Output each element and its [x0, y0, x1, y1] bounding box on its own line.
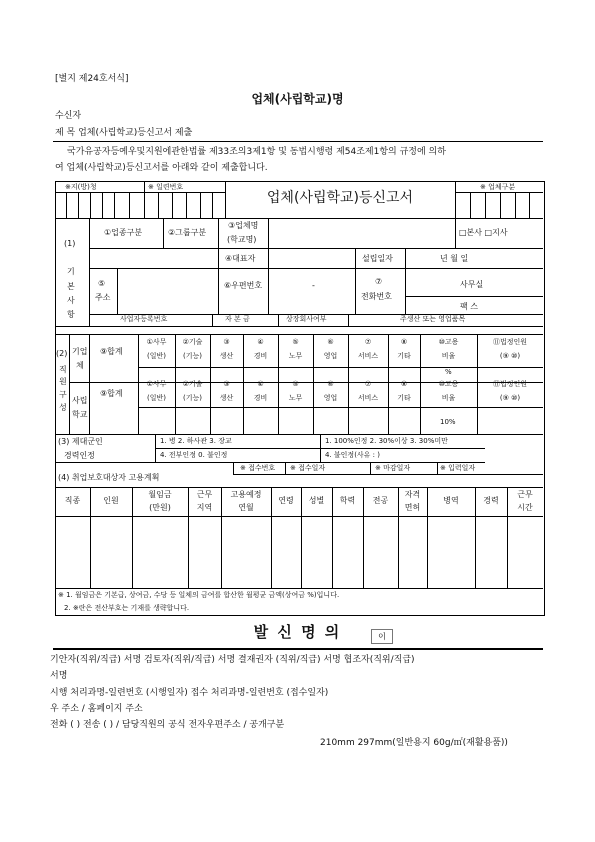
school-header-bottom-1: (일반)	[147, 394, 166, 402]
section-2-number: (2)	[56, 349, 68, 358]
intro-line-2: 여 업체(사립학교)등신고서를 아래와 같이 제출합니다.	[55, 163, 268, 173]
sender-underline	[53, 648, 543, 650]
school-header-bottom-5: 노무	[288, 394, 303, 402]
company-header-top-1: ①사무	[146, 338, 167, 346]
hiring-header-10: 자격	[404, 490, 421, 499]
section-1-char-4: 항	[67, 310, 75, 319]
section-2-char-2: 원	[59, 377, 67, 386]
deadline-date-label: ※ 마감일자	[375, 464, 411, 472]
sender-title: 발 신 명 의	[253, 623, 342, 641]
career-nonrecognition-option[interactable]: 4. 불인정(사유 : )	[325, 451, 380, 459]
school-header-top-7: ⑦	[364, 380, 372, 388]
total-label-company: ⑨합계	[100, 347, 123, 356]
company-header-top-2: ②기술	[182, 338, 203, 346]
document-title: 업체(사립학교)명	[251, 92, 344, 106]
company-header-top-9: ⑩고용	[438, 338, 459, 346]
industry-type-label: ①업종구분	[104, 228, 143, 237]
school-header-top-1: ①사무	[146, 380, 167, 388]
school-header-bottom-2: (기능)	[183, 394, 202, 402]
hiring-header-1: 직종	[64, 496, 81, 505]
school-header-top-9: ⑩고용	[438, 380, 459, 388]
postal-code-label: ⑥우편번호	[224, 281, 263, 290]
section-1-char-3: 사	[67, 296, 75, 305]
seal-box: 이	[371, 629, 393, 644]
office-label: 사무실	[460, 280, 484, 289]
capital-label: 자 본 금	[225, 315, 250, 323]
company-header-bottom-1: (일반)	[147, 352, 166, 360]
establish-date-value: 년 월 일	[440, 254, 469, 263]
company-header-bottom-6: 영업	[323, 352, 338, 360]
employment-rate-percent: %	[445, 368, 452, 376]
school-header-top-2: ②기술	[182, 380, 203, 388]
company-header-top-8: ⑧	[400, 338, 408, 346]
form-title: 업체(사립학교)등신고서	[266, 190, 414, 206]
input-date-label: ※ 입력일자	[440, 464, 476, 472]
business-reg-number-label: 사업자등록번호	[120, 315, 168, 323]
school-header-top-5: ⑤	[292, 380, 299, 388]
hiring-plan-label: (4) 취업보호대상자 고용계획	[58, 473, 160, 482]
company-name-label: ③업체명	[228, 221, 259, 230]
company-header-top-3: ③	[223, 338, 230, 346]
school-header-top-8: ⑧	[400, 380, 408, 388]
region-office-label: ※지(방)청	[65, 183, 97, 191]
hiring-header-6: 연령	[278, 496, 294, 505]
footer-contact-line: 전화 ( ) 전송 ( ) / 담당직원의 공식 전자우편주소 / 공개구분	[50, 720, 285, 730]
company-header-bottom-5: 노무	[288, 352, 303, 360]
section-2-char-3: 구	[59, 390, 67, 399]
hiring-header-4: 근무	[196, 490, 213, 499]
hiring-header-12: 경력	[483, 496, 499, 505]
footer-approval-line: 기안자(직위/직급) 서명 검토자(직위/직급) 서명 결재권자 (직위/직급) 서명 협조자(직위/직급)	[50, 655, 415, 665]
hiring-subheader-13: 시간	[517, 503, 533, 512]
hiring-header-9: 전공	[372, 496, 389, 505]
company-header-bottom-4: 경비	[253, 352, 268, 360]
head-branch-checkbox[interactable]: □본사 □지사	[459, 228, 508, 237]
hiring-header-8: 학력	[339, 496, 356, 505]
school-header-top-3: ③	[223, 380, 230, 388]
hiring-subheader-5: 연월	[238, 503, 254, 512]
listed-company-label: 상장회사여부	[286, 315, 327, 323]
fax-label: 팩 스	[460, 302, 478, 311]
company-header-top-5: ⑤	[292, 338, 299, 346]
section-2-char-4: 성	[59, 403, 67, 412]
school-header-bottom-6: 영업	[323, 394, 338, 402]
group-type-label: ②그룹구분	[168, 228, 207, 237]
postal-code-dash: -	[312, 281, 315, 290]
career-recognition-label: 경력인정	[64, 451, 95, 460]
section-1-char-2: 본	[67, 282, 75, 291]
company-header-top-6: ⑥	[327, 338, 334, 346]
company-row-label-2: 체	[76, 361, 84, 370]
address-number: ⑤	[98, 279, 106, 288]
total-label-school: ⑨합계	[100, 389, 123, 398]
company-type-label: ※ 업체구분	[480, 183, 516, 191]
subject-underline	[53, 141, 543, 142]
school-header-bottom-7: 서비스	[357, 394, 379, 402]
school-name-label: (학교명)	[227, 235, 257, 244]
hiring-header-2: 인원	[103, 496, 119, 505]
hiring-subheader-4: 지역	[196, 503, 213, 512]
company-header-bottom-8: 기타	[397, 352, 411, 360]
section-1-char-1: 기	[67, 267, 75, 276]
main-product-label: 주생산 또는 영업품목	[400, 315, 466, 323]
section-2-char-1: 직	[59, 365, 67, 374]
section-1-number: (1)	[64, 239, 76, 248]
school-header-bottom-8: 기타	[397, 394, 411, 402]
company-header-bottom-7: 서비스	[357, 352, 379, 360]
school-header-bottom-3: 생산	[219, 394, 234, 402]
form-number: [별지 제24호서식]	[55, 74, 129, 84]
representative-label: ④대표자	[225, 254, 256, 263]
footer-enforcement-line: 시행 처리과명-일련번호 (시행일자) 접수 처리과명-일련번호 (접수일자)	[50, 688, 329, 698]
note-2: 2. ※란은 전산부호는 기재를 생략합니다.	[64, 604, 190, 612]
phone-number-index: ⑦	[375, 277, 383, 286]
subject: 제 목 업체(사립학교)등신고서 제출	[55, 128, 193, 138]
company-header-top-7: ⑦	[364, 338, 372, 346]
note-1: ※ 1. 월임금은 기본급, 상여금, 수당 등 일체의 금여를 합산한 월평균 금액(상여금 %)입니다.	[58, 591, 340, 599]
recipient: 수신자	[55, 111, 82, 121]
school-row-label-2: 학교	[72, 410, 88, 419]
school-header-top-10: ⑪법정인원	[492, 380, 528, 388]
footer-address-line: 우 주소 / 홈페이지 주소	[50, 704, 143, 714]
intro-line-1: 국가유공자등예우및지원에관한법률 제33조의3제1항 및 동법시행령 제54조제1항의 규정에 의하	[67, 147, 446, 157]
establish-date-label: 설립일자	[362, 254, 393, 263]
school-header-top-4: ④	[257, 380, 264, 388]
school-row-label-1: 사립	[72, 396, 88, 405]
school-header-top-6: ⑥	[327, 380, 334, 388]
company-header-top-10: ⑪법정인원	[492, 338, 528, 346]
company-row-label-1: 기업	[72, 347, 88, 356]
company-header-bottom-9: 비율	[441, 352, 456, 360]
hiring-subheader-3: (만원)	[149, 503, 171, 512]
hiring-subheader-10: 면허	[404, 503, 421, 512]
company-header-bottom-10: (⑨ ⑩)	[499, 352, 521, 360]
serial-number-label: ※ 일련번호	[148, 183, 184, 191]
school-header-bottom-9: 비율	[441, 394, 456, 402]
footer-sign-line: 서명	[50, 671, 68, 681]
company-header-bottom-3: 생산	[219, 352, 234, 360]
school-employment-rate: 10%	[440, 418, 456, 426]
veteran-rank-options[interactable]: 1. 병 2. 하사관 3. 장교	[160, 437, 232, 445]
hiring-header-7: 성별	[308, 496, 325, 505]
veteran-label: (3) 제대군인	[58, 437, 103, 446]
hiring-header-3: 월임금	[148, 490, 172, 499]
company-header-bottom-2: (기능)	[183, 352, 202, 360]
address-label: 주소	[95, 293, 111, 302]
veteran-recognition-options[interactable]: 4. 전부인정 0. 불인정	[160, 451, 228, 459]
receipt-date-label: ※ 접수일자	[290, 464, 326, 472]
school-header-bottom-10: (⑨ ⑩)	[499, 394, 521, 402]
hiring-header-13: 근무	[517, 490, 533, 499]
hiring-header-11: 병역	[443, 496, 459, 505]
paper-spec: 210mm 297mm(일반용지 60g/㎡(재활용품))	[320, 738, 508, 748]
phone-label: 전화번호	[361, 292, 392, 301]
career-ratio-options[interactable]: 1. 100%인정 2. 30%이상 3. 30%미만	[325, 437, 448, 445]
company-header-top-4: ④	[257, 338, 264, 346]
hiring-header-5: 고용예정	[230, 490, 262, 499]
school-header-bottom-4: 경비	[253, 394, 268, 402]
receipt-number-label: ※ 접수번호	[240, 464, 276, 472]
